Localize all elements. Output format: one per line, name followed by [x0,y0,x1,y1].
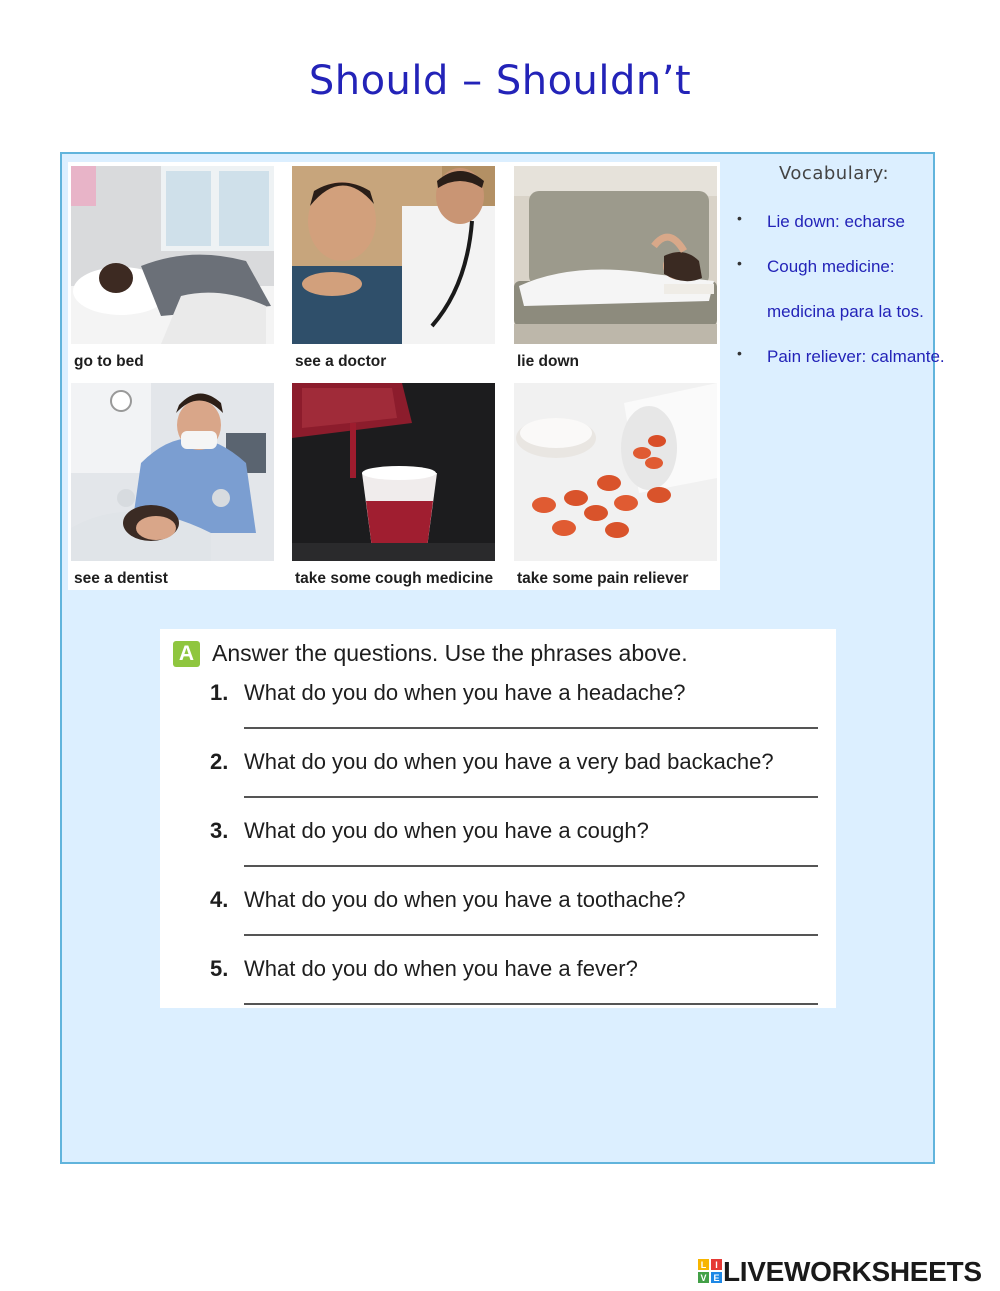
bullet-icon: • [737,255,742,271]
logo-letter: E [713,1273,720,1283]
answer-input-3[interactable] [244,845,818,865]
question-text: What do you do when you have a headache? [244,680,686,705]
question-text: What do you do when you have a toothache? [244,887,686,912]
man-sleeping-in-bed-photo [71,166,274,344]
question-number: 2. [210,749,229,774]
liveworksheets-logo-icon [698,1259,722,1283]
caption-take-some-pain-reliever: take some pain reliever [517,570,689,587]
caption-lie-down: lie down [517,353,579,370]
answer-input-1[interactable] [244,707,818,727]
question-text: What do you do when you have a fever? [244,956,638,981]
page-title: Should – Shouldn’t [308,58,692,104]
question-row [210,818,830,887]
grid-item-take-some-pain-reliever [514,383,717,588]
question-number: 1. [210,680,229,705]
logo-letter: I [715,1260,718,1270]
dentist-with-patient-photo [71,383,274,561]
answer-line [244,727,818,729]
grid-item-lie-down [514,166,717,371]
doctor-with-stethoscope-photo [292,166,495,344]
question-row [210,956,830,1025]
vocabulary-picture-grid [68,162,720,590]
vocabulary-item-text: Pain reliever: calmante. [767,347,945,366]
answer-line [244,934,818,936]
answer-input-5[interactable] [244,983,818,1003]
caption-take-some-cough-medicine: take some cough medicine [295,570,494,587]
answer-line [244,865,818,867]
cough-syrup-photo [292,383,495,561]
answer-line [244,796,818,798]
vocabulary-title: Vocabulary: [779,163,890,184]
liveworksheets-logo [698,1256,994,1286]
question-row [210,749,830,818]
caption-see-a-dentist: see a dentist [74,570,168,587]
exercise-instruction: Answer the questions. Use the phrases above. [212,640,688,666]
answer-input-2[interactable] [244,776,818,796]
pills-bottle-photo [514,383,717,561]
caption-see-a-doctor: see a doctor [295,353,387,370]
vocabulary-item-text: Lie down: echarse [767,212,905,231]
bullet-icon: • [737,345,742,361]
bullet-icon: • [737,210,742,226]
answer-line [244,1003,818,1005]
logo-letter: V [700,1273,707,1283]
question-number: 3. [210,818,229,843]
question-text: What do you do when you have a cough? [244,818,649,843]
question-number: 5. [210,956,229,981]
exercise-badge: A [173,641,200,667]
logo-letter: L [700,1260,707,1270]
vocabulary-item-text: Cough medicine: [767,257,895,276]
woman-lying-on-couch-photo [514,166,717,344]
exercise-a [160,629,836,1008]
answer-input-4[interactable] [244,914,818,934]
caption-go-to-bed: go to bed [74,353,144,370]
grid-item-go-to-bed [71,166,274,371]
question-text: What do you do when you have a very bad backache? [244,749,774,774]
question-row [210,887,830,956]
grid-item-take-some-cough-medicine [292,383,495,588]
vocabulary-item-text: medicina para la tos. [767,302,924,321]
grid-item-see-a-doctor [292,166,495,371]
question-number: 4. [210,887,229,912]
liveworksheets-logo-text: LIVEWORKSHEETS [723,1256,982,1287]
question-row [210,680,830,749]
grid-item-see-a-dentist [71,383,274,588]
